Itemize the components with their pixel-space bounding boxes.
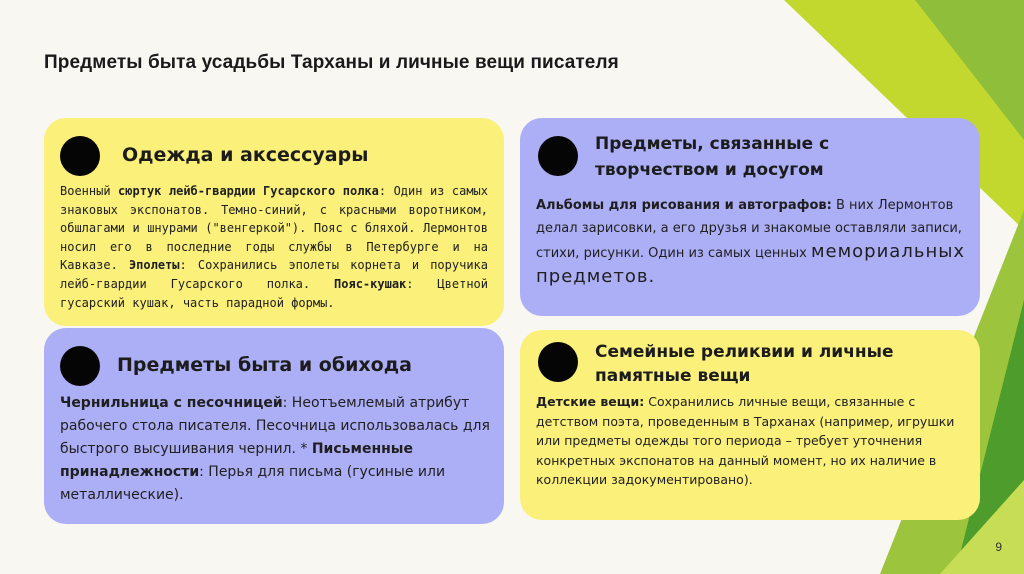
card-heading: Предметы, связанные с творчеством и досугом <box>595 134 830 180</box>
body-text: : Сохранились эполеты корнета и поручика лейб-гвардии Гусарского полка. <box>60 258 489 291</box>
body-term: Пояс-кушак <box>334 276 407 291</box>
body-text: Сохранились личные вещи, связанные с детством поэта, проведенным в Тарханах (например, игрушки или предметы одежды того периода – требует уточнения конкретных экспонатов на данный момент, но их наличие в коллекции задокументировано). <box>536 394 955 487</box>
body-text: В них Лермонтов делал зарисовки, а его друзья и знакомые оставляли записи, стихи, рисунки. Один из самых ценных <box>536 198 962 261</box>
card-clothing <box>44 118 504 326</box>
body-emphasis: мемориальных предметов. <box>536 241 966 287</box>
bullet-dot-icon <box>60 346 100 386</box>
bullet-dot-icon <box>60 136 100 176</box>
bullet-dot-icon <box>538 136 578 176</box>
body-term: Детские вещи: <box>536 394 645 409</box>
body-term: Альбомы для рисования и автографов: <box>536 198 832 213</box>
body-term: Чернильница с песочницей <box>60 395 283 411</box>
body-term: сюртук лейб-гвардии Гусарского полка <box>118 184 379 198</box>
card-family-relics <box>520 330 980 520</box>
body-text: : Цветной гусарский кушак, часть парадной формы. <box>60 276 488 310</box>
body-text: : Перья для письма (гусиные или металлические). <box>60 464 446 503</box>
body-term: Письменные принадлежности <box>60 441 413 480</box>
card-heading: Семейные реликвии и личные памятные вещи <box>595 342 894 386</box>
card-body <box>60 392 490 507</box>
bullet-dot-icon <box>538 342 578 382</box>
card-creative-leisure <box>520 118 980 316</box>
body-text: : Неотъемлемый атрибут рабочего стола писателя. Песочница использовалась для быстрого высушивания чернил. * <box>60 395 490 457</box>
card-heading: Одежда и аксессуары <box>122 144 369 166</box>
card-heading: Предметы быта и обихода <box>117 354 412 376</box>
body-term: Эполеты <box>128 258 180 273</box>
body-text: Военный <box>60 184 119 198</box>
card-body <box>536 194 968 290</box>
card-body <box>536 392 970 490</box>
page-number: 9 <box>995 540 1002 554</box>
slide-title: Предметы быта усадьбы Тарханы и личные вещи писателя <box>44 52 619 73</box>
card-household <box>44 328 504 524</box>
body-text: : Один из самых знаковых экспонатов. Темно-синий, с красными воротником, обшлагами и шнурами ("венгеркой"). Пояс с бляхой. Лермонтов носил его в последние годы службы в Петербурге и на Кавказе. <box>60 184 489 273</box>
card-body <box>60 182 488 312</box>
